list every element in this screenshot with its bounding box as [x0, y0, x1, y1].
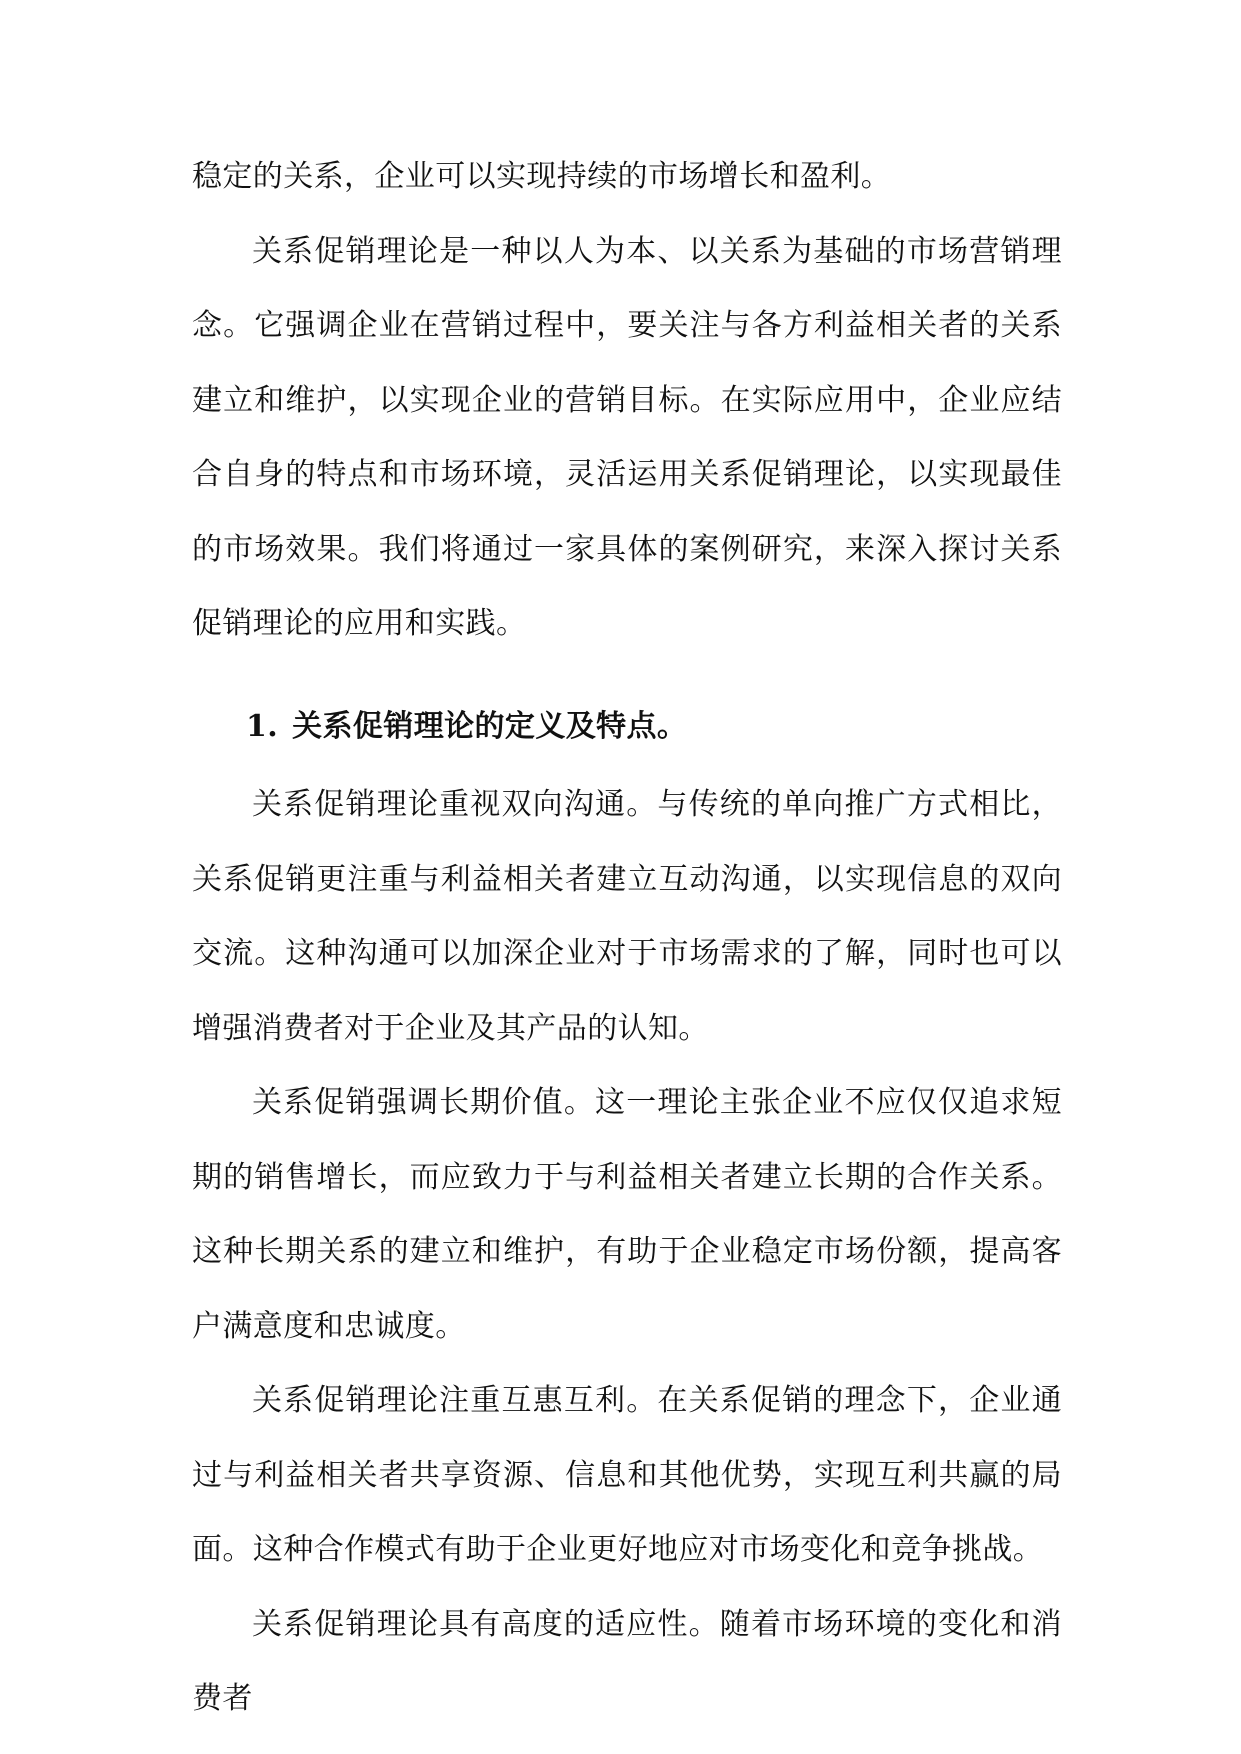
paragraph-mutual-benefit: 关系促销理论注重互惠互利。在关系促销的理念下，企业通过与利益相关者共享资源、信息和其他优势，实现互利共赢的局面。这种合作模式有助于企业更好地应对市场变化和竞争挑战。 — [192, 1383, 1062, 1567]
section-number: 1. — [246, 708, 279, 744]
section-title: 关系促销理论的定义及特点。 — [292, 708, 688, 744]
paragraph-long-term-value: 关系促销强调长期价值。这一理论主张企业不应仅仅追求短期的销售增长，而应致力于与利益相关者建立长期的合作关系。这种长期关系的建立和维护，有助于企业稳定市场份额，提高客户满意度和忠诚度。 — [192, 1085, 1062, 1344]
intro-paragraph: 关系促销理论是一种以人为本、以关系为基础的市场营销理念。它强调企业在营销过程中，要关注与各方利益相关者的关系建立和维护，以实现企业的营销目标。在实际应用中，企业应结合自身的特点和市场环境，灵活运用关系促销理论，以实现最佳的市场效果。我们将通过一家具体的案例研究，来深入探讨关系促销理论的应用和实践。 — [192, 233, 1062, 641]
paragraph-adaptability: 关系促销理论具有高度的适应性。随着市场环境的变化和消费者 — [192, 1606, 1062, 1716]
paragraph-two-way-communication: 关系促销理论重视双向沟通。与传统的单向推广方式相比，关系促销更注重与利益相关者建立互动沟通，以实现信息的双向交流。这种沟通可以加深企业对于市场需求的了解，同时也可以增强消费者对于企业及其产品的认知。 — [192, 787, 1062, 1046]
document-body — [192, 140, 1062, 1737]
continuation-paragraph: 稳定的关系，企业可以实现持续的市场增长和盈利。 — [192, 159, 892, 194]
section-heading — [192, 690, 1062, 765]
